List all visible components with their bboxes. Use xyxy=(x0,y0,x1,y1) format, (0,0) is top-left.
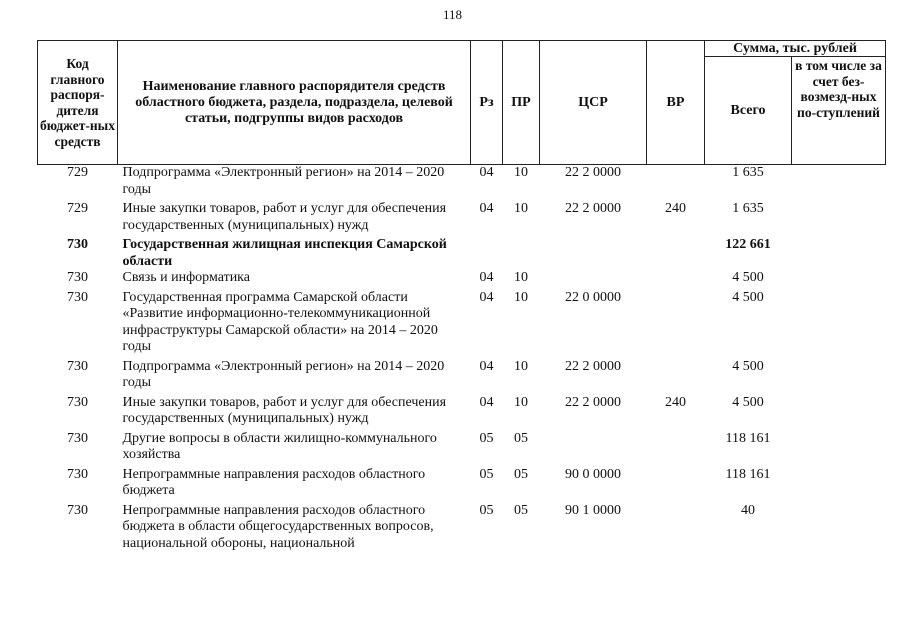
cell-name: Другие вопросы в области жилищно-коммунального хозяйства xyxy=(122,430,437,462)
cell-csr: 90 0 0000 xyxy=(565,466,621,482)
cell-code: 730 xyxy=(67,466,88,482)
cell-code: 730 xyxy=(67,289,88,305)
cell-vr xyxy=(647,287,705,356)
header-rz: Рз xyxy=(471,41,503,165)
cell-incl xyxy=(792,270,886,287)
cell-name: Непрограммные направления расходов областного бюджета xyxy=(122,466,426,498)
cell-name: Иные закупки товаров, работ и услуг для обеспечения государственных (муниципальных) нужд xyxy=(122,394,447,426)
cell-name: Подпрограмма «Электронный регион» на 2014 – 2020 годы xyxy=(122,358,445,390)
cell-total: 4 500 xyxy=(732,394,764,410)
table-row xyxy=(38,464,886,500)
cell-rz: 05 xyxy=(479,466,494,482)
cell-csr xyxy=(540,270,647,287)
cell-rz: 05 xyxy=(479,502,494,518)
cell-csr: 22 2 0000 xyxy=(565,201,621,216)
cell-total: 40 xyxy=(741,502,755,518)
cell-vr xyxy=(647,270,705,287)
cell-incl xyxy=(792,500,886,553)
cell-incl xyxy=(792,165,886,199)
cell-pr: 10 xyxy=(514,165,528,180)
table-header xyxy=(38,41,886,165)
cell-vr xyxy=(647,234,705,270)
table-row xyxy=(38,165,886,199)
cell-vr xyxy=(647,356,705,392)
cell-csr: 22 2 0000 xyxy=(565,165,621,180)
cell-pr: 10 xyxy=(514,201,528,216)
cell-pr: 05 xyxy=(514,466,528,482)
header-code: Код главного распоря-дителя бюджет-ных средств xyxy=(38,41,118,165)
cell-csr: 22 2 0000 xyxy=(565,394,621,410)
cell-incl xyxy=(792,287,886,356)
page-number: 118 xyxy=(442,7,463,22)
cell-vr: 240 xyxy=(665,201,686,216)
cell-rz: 05 xyxy=(479,430,494,446)
cell-code: 729 xyxy=(67,201,88,216)
cell-incl xyxy=(792,428,886,464)
cell-name: Непрограммные направления расходов областного бюджета в области общегосударственных вопросов, национальной обороны, национальной xyxy=(122,502,434,551)
cell-code: 730 xyxy=(67,394,88,410)
cell-name: Связь и информатика xyxy=(122,270,250,285)
cell-pr: 05 xyxy=(514,502,528,518)
cell-csr xyxy=(540,428,647,464)
header-vr: ВР xyxy=(647,41,705,165)
cell-name: Подпрограмма «Электронный регион» на 2014 – 2020 годы xyxy=(122,165,445,197)
cell-rz: 04 xyxy=(479,165,494,180)
cell-code: 730 xyxy=(67,358,88,374)
table-row xyxy=(38,234,886,270)
table-row xyxy=(38,270,886,287)
cell-csr: 22 2 0000 xyxy=(565,358,621,374)
cell-vr xyxy=(647,500,705,553)
cell-csr xyxy=(540,234,647,270)
cell-incl xyxy=(792,392,886,428)
cell-incl xyxy=(792,356,886,392)
cell-rz: 04 xyxy=(479,394,494,410)
cell-total: 122 661 xyxy=(725,237,771,252)
cell-pr: 10 xyxy=(514,394,528,410)
cell-vr xyxy=(647,428,705,464)
cell-total: 118 161 xyxy=(725,430,771,446)
cell-pr: 10 xyxy=(514,289,528,305)
header-csr: ЦСР xyxy=(540,41,647,165)
table-body xyxy=(38,165,886,553)
cell-name: Государственная жилищная инспекция Самарской области xyxy=(122,237,447,269)
cell-name: Иные закупки товаров, работ и услуг для обеспечения государственных (муниципальных) нужд xyxy=(122,201,447,233)
cell-pr xyxy=(503,234,540,270)
header-sum: Сумма, тыс. рублей xyxy=(705,41,886,57)
cell-rz: 04 xyxy=(479,358,494,374)
table-row xyxy=(38,198,886,234)
cell-incl xyxy=(792,464,886,500)
table-row xyxy=(38,287,886,356)
cell-total: 1 635 xyxy=(732,201,764,216)
cell-rz: 04 xyxy=(479,201,494,216)
cell-vr xyxy=(647,165,705,199)
table-row xyxy=(38,356,886,392)
cell-pr: 05 xyxy=(514,430,528,446)
header-name: Наименование главного распорядителя средств областного бюджета, раздела, подраздела, целевой статьи, подгруппы видов расходов xyxy=(118,41,471,165)
cell-total: 118 161 xyxy=(725,466,771,482)
cell-code: 730 xyxy=(67,237,88,252)
cell-csr: 22 0 0000 xyxy=(565,289,621,305)
header-pr: ПР xyxy=(503,41,540,165)
cell-incl xyxy=(792,234,886,270)
cell-pr: 10 xyxy=(514,358,528,374)
header-incl: в том числе за счет без-возмезд-ных по-ступлений xyxy=(792,57,886,165)
budget-table xyxy=(37,40,886,552)
cell-total: 4 500 xyxy=(732,270,764,285)
cell-pr: 10 xyxy=(514,270,528,285)
table-row xyxy=(38,392,886,428)
cell-code: 729 xyxy=(67,165,88,180)
cell-rz xyxy=(471,234,503,270)
table-row xyxy=(38,500,886,553)
table-row xyxy=(38,428,886,464)
cell-code: 730 xyxy=(67,270,88,285)
cell-name: Государственная программа Самарской области «Развитие информационно-телекоммуникационной инфраструктуры Самарской области» на 2014 – 2020 годы xyxy=(122,289,438,354)
cell-vr xyxy=(647,464,705,500)
cell-code: 730 xyxy=(67,430,88,446)
cell-rz: 04 xyxy=(479,270,494,285)
header-total: Всего xyxy=(705,57,792,165)
cell-vr: 240 xyxy=(665,394,686,410)
cell-incl xyxy=(792,198,886,234)
cell-total: 1 635 xyxy=(732,165,764,180)
cell-rz: 04 xyxy=(479,289,494,305)
cell-code: 730 xyxy=(67,502,88,518)
cell-total: 4 500 xyxy=(732,358,764,374)
cell-csr: 90 1 0000 xyxy=(565,502,621,518)
cell-total: 4 500 xyxy=(732,289,764,305)
